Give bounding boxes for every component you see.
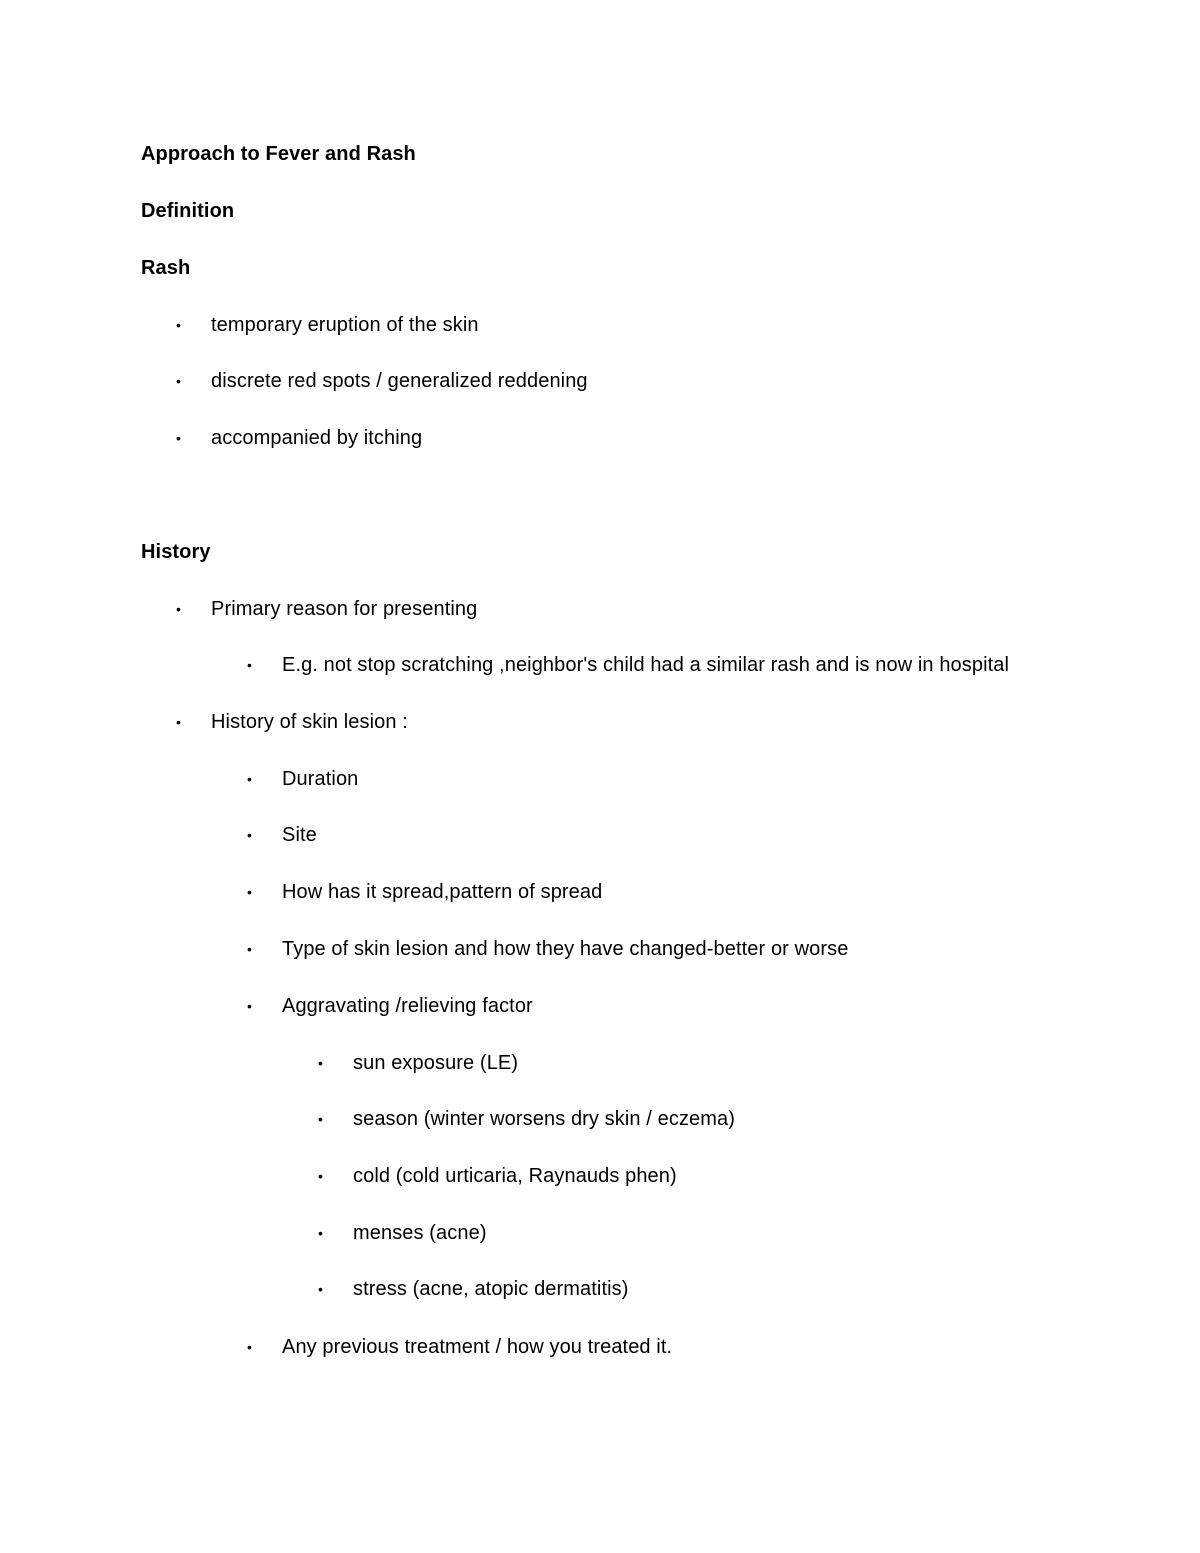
aggravating-item: stress (acne, atopic dermatitis) [353,1278,629,1300]
document-title: Approach to Fever and Rash [141,143,416,165]
bullet-icon: • [318,1055,323,1071]
bullet-icon: • [318,1111,323,1127]
aggravating-item: sun exposure (LE) [353,1052,519,1074]
aggravating-item: menses (acne) [353,1222,487,1244]
bullet-icon: • [176,373,181,389]
bullet-icon: • [247,998,252,1014]
bullet-icon: • [318,1225,323,1241]
history-heading: History [141,541,211,563]
bullet-icon: • [176,430,181,446]
skin-lesion-item: Aggravating /relieving factor [282,995,533,1017]
history-primary-reason: Primary reason for presenting [211,598,478,620]
bullet-icon: • [247,771,252,787]
bullet-icon: • [176,601,181,617]
bullet-icon: • [318,1281,323,1297]
previous-treatment: Any previous treatment / how you treated it. [282,1336,673,1358]
bullet-icon: • [247,884,252,900]
skin-lesion-item: Type of skin lesion and how they have changed-better or worse [282,938,849,960]
aggravating-item: cold (cold urticaria, Raynauds phen) [353,1165,677,1187]
aggravating-item: season (winter worsens dry skin / eczema) [353,1108,736,1130]
rash-item: discrete red spots / generalized reddening [211,370,588,392]
skin-lesion-item: Site [282,824,317,846]
skin-lesion-item: How has it spread,pattern of spread [282,881,603,903]
history-primary-reason-example: E.g. not stop scratching ,neighbor's child had a similar rash and is now in hospital [282,654,1010,676]
rash-item: accompanied by itching [211,427,423,449]
rash-item: temporary eruption of the skin [211,314,479,336]
bullet-icon: • [247,657,252,673]
rash-heading: Rash [141,257,191,279]
bullet-icon: • [247,827,252,843]
bullet-icon: • [176,317,181,333]
definition-heading: Definition [141,200,235,222]
bullet-icon: • [318,1168,323,1184]
bullet-icon: • [247,1339,252,1355]
bullet-icon: • [176,714,181,730]
bullet-icon: • [247,941,252,957]
skin-lesion-item: Duration [282,768,359,790]
history-skin-lesion: History of skin lesion : [211,711,408,733]
